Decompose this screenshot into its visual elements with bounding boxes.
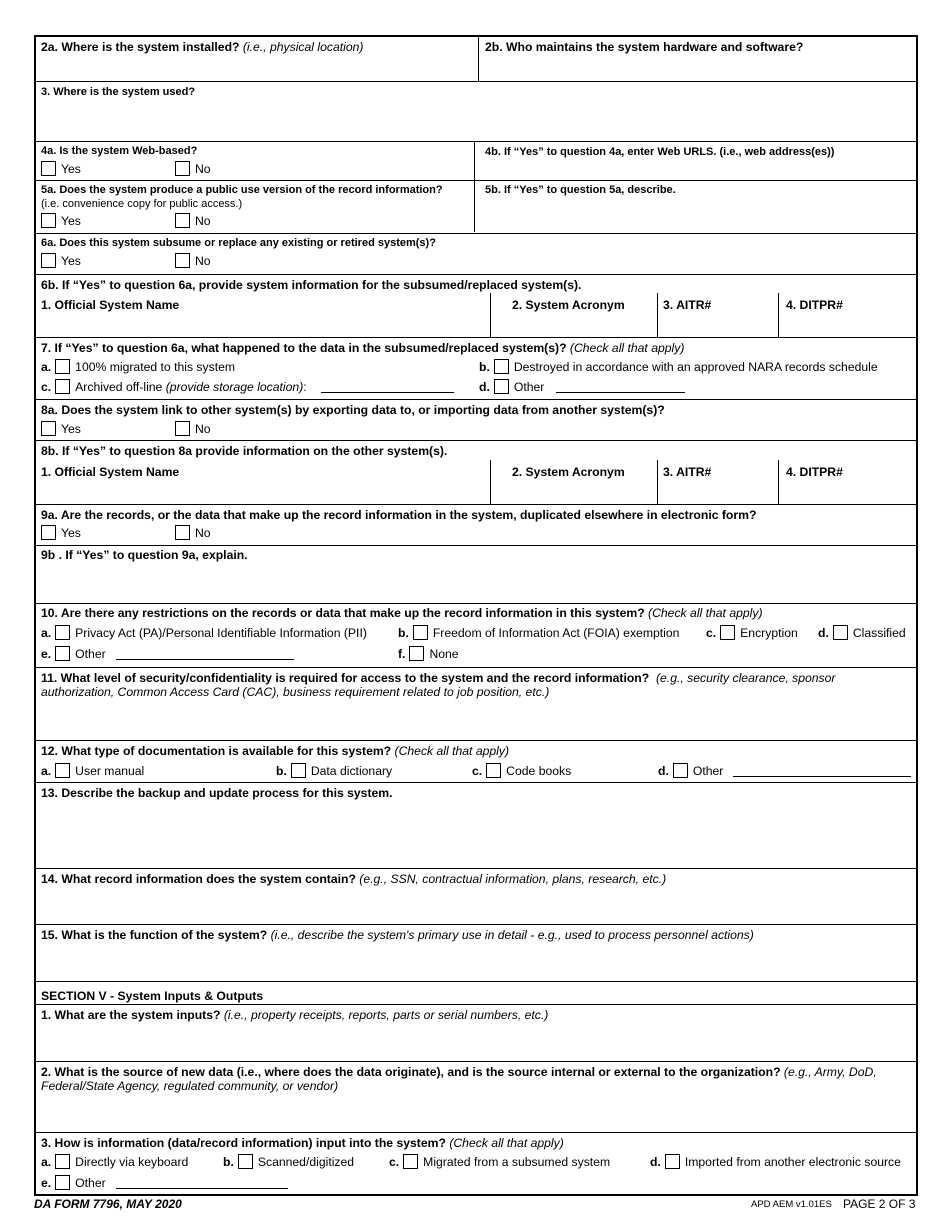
q10-b-checkbox[interactable] [413, 625, 428, 640]
q12-d-label: Other [692, 763, 724, 778]
q7-a-letter: a. [41, 359, 52, 374]
q7-option-c[interactable]: c. Archived off-line (provide storage location) : [41, 379, 454, 394]
row-15 [36, 924, 916, 981]
s5q3-e-checkbox[interactable] [55, 1175, 70, 1190]
row-8b [36, 440, 916, 504]
row-s5-1 [36, 1004, 916, 1061]
q12-b-label: Data dictionary [310, 763, 393, 778]
row-2 [36, 37, 916, 81]
q8b-table [36, 460, 916, 505]
q7-label: 7. If “Yes” to question 6a, what happened to the data in the subsumed/replaced system(s)? (Check all that apply) [41, 341, 685, 355]
q8a-yes-option[interactable] [41, 421, 81, 436]
q5a-label: 5a. Does the system produce a public use version of the record information? [41, 184, 443, 196]
s5q3-label: 3. How is information (data/record information) input into the system? (Check all that apply) [41, 1136, 564, 1150]
s5q3-option-b[interactable] [223, 1154, 354, 1169]
q7-c-storage-field[interactable] [321, 381, 454, 393]
row-10 [36, 603, 916, 667]
q7-option-a[interactable] [41, 359, 235, 374]
q6b-col-acronym: 2. System Acronym [512, 298, 625, 312]
q9a-no-checkbox[interactable] [175, 525, 190, 540]
s5q3-a-letter: a. [41, 1154, 52, 1169]
q4a-yes-option[interactable] [41, 161, 81, 176]
q14-label: 14. What record information does the system contain? (e.g., SSN, contractual information, plans, research, etc.) [41, 872, 667, 886]
q10-label: 10. Are there any restrictions on the records or data that make up the record information in this system? (Check all that apply) [41, 606, 763, 620]
q10-c-checkbox[interactable] [720, 625, 735, 640]
s5q3-option-c[interactable] [389, 1154, 610, 1169]
section-v-header [36, 981, 916, 1005]
q10-option-b[interactable] [398, 625, 679, 640]
row-s5-3 [36, 1132, 916, 1198]
q6b-col-aitr: 3. AITR# [663, 298, 712, 312]
q7-d-letter: d. [479, 379, 490, 394]
s5q3-e-label: Other [75, 1175, 106, 1190]
q10-f-checkbox[interactable] [409, 646, 424, 661]
q10-c-letter: c. [706, 625, 717, 640]
s5q3-d-label: Imported from another electronic source [684, 1154, 901, 1169]
section-v-title: SECTION V - System Inputs & Outputs [41, 989, 264, 1003]
q8a-no-label: No [195, 421, 211, 436]
q4a-yes-label: Yes [61, 161, 81, 176]
q4a-no-option[interactable] [175, 161, 211, 176]
q10-a-letter: a. [41, 625, 52, 640]
q10-e-letter: e. [41, 646, 52, 661]
row-s5-2 [36, 1061, 916, 1133]
q5a-note: (i.e. convenience copy for public access.) [41, 198, 243, 210]
q7-c-hint: (provide storage location) [165, 379, 304, 394]
q4a-no-label: No [195, 161, 211, 176]
q9a-no-option[interactable] [175, 525, 211, 540]
row-6a [36, 233, 916, 274]
q7-c-checkbox[interactable] [55, 379, 70, 394]
q6b-label: 6b. If “Yes” to question 6a, provide system information for the subsumed/replaced system(s). [41, 278, 582, 292]
form-version: APD AEM v1.01ES [751, 1199, 832, 1210]
s5q3-b-checkbox[interactable] [238, 1154, 253, 1169]
q10-c-label: Encryption [740, 625, 798, 640]
form-number: DA FORM 7796, MAY 2020 [34, 1197, 182, 1211]
s5q3-option-e[interactable] [41, 1175, 288, 1190]
q7-d-other-field[interactable] [556, 381, 685, 393]
q12-c-checkbox[interactable] [486, 763, 501, 778]
q6b-col-name: 1. Official System Name [41, 298, 180, 312]
q10-e-other-field[interactable] [116, 648, 294, 660]
s5q3-d-letter: d. [650, 1154, 661, 1169]
q9a-yes-checkbox[interactable] [41, 525, 56, 540]
row-3 [36, 81, 916, 145]
q10-e-label: Other [75, 646, 106, 661]
q9a-yes-label: Yes [61, 525, 81, 540]
q12-a-letter: a. [41, 763, 52, 778]
q12-b-letter: b. [276, 763, 287, 778]
row-9b [36, 545, 916, 603]
q12-d-letter: d. [658, 763, 669, 778]
q12-option-d[interactable] [658, 763, 911, 778]
row-13 [36, 782, 916, 868]
row-14 [36, 868, 916, 925]
s5q3-option-a[interactable] [41, 1154, 188, 1169]
q10-f-letter: f. [398, 646, 406, 661]
q5a-yes-label: Yes [61, 213, 81, 228]
row-4 [36, 141, 916, 180]
q3-label: 3. Where is the system used? [41, 86, 196, 98]
q12-option-b[interactable] [276, 763, 392, 778]
row-5 [36, 180, 916, 232]
s5q3-option-d[interactable] [650, 1154, 901, 1169]
row-11 [36, 667, 916, 741]
q2a-label: 2a. Where is the system installed? (i.e., physical location) [41, 40, 364, 54]
q10-d-letter: d. [818, 625, 829, 640]
q6a-no-option[interactable] [175, 253, 211, 268]
q6b-col-ditpr: 4. DITPR# [786, 298, 843, 312]
s5q3-c-label: Migrated from a subsumed system [423, 1154, 611, 1169]
q6a-yes-label: Yes [61, 253, 81, 268]
q7-d-checkbox[interactable] [494, 379, 509, 394]
q10-d-checkbox[interactable] [833, 625, 848, 640]
q7-b-checkbox[interactable] [494, 359, 509, 374]
q8b-col-ditpr: 4. DITPR# [786, 465, 843, 479]
q11-hint-2: authorization, Common Access Card (CAC), business requirement related to job position, etc.) [41, 685, 550, 699]
q9a-label: 9a. Are the records, or the data that make up the record information in the system, duplicated elsewhere in electronic form? [41, 508, 757, 522]
q5a-no-option[interactable] [175, 213, 211, 228]
q5a-no-label: No [195, 213, 211, 228]
q8b-col-name: 1. Official System Name [41, 465, 180, 479]
s5q3-c-letter: c. [389, 1154, 400, 1169]
q6a-no-checkbox[interactable] [175, 253, 190, 268]
q10-f-label: None [429, 646, 459, 661]
q12-d-checkbox[interactable] [673, 763, 688, 778]
q10-d-label: Classified [852, 625, 906, 640]
q8a-yes-checkbox[interactable] [41, 421, 56, 436]
row-9a [36, 504, 916, 545]
q10-option-d[interactable] [818, 625, 906, 640]
q10-option-f[interactable] [398, 646, 459, 661]
q10-a-checkbox[interactable] [55, 625, 70, 640]
q7-option-d[interactable] [479, 379, 685, 394]
q8a-no-option[interactable] [175, 421, 211, 436]
q6b-table [36, 293, 916, 338]
q7-option-b[interactable] [479, 359, 878, 374]
q6a-yes-option[interactable] [41, 253, 81, 268]
q9b-label: 9b . If “Yes” to question 9a, explain. [41, 548, 248, 562]
row-6b [36, 274, 916, 337]
q12-option-a[interactable] [41, 763, 144, 778]
q10-option-e[interactable] [41, 646, 294, 661]
q13-label: 13. Describe the backup and update process for this system. [41, 786, 393, 800]
q12-a-checkbox[interactable] [55, 763, 70, 778]
q11-label: 11. What level of security/confidentiality is required for access to the system and the record information? (e.g., security clearance, sponsor [41, 671, 836, 685]
q10-e-checkbox[interactable] [55, 646, 70, 661]
q8b-label: 8b. If “Yes” to question 8a provide information on the other system(s). [41, 444, 448, 458]
q6a-label: 6a. Does this system subsume or replace any existing or retired system(s)? [41, 237, 436, 249]
row-7 [36, 337, 916, 399]
s5q2-hint-2: Federal/State Agency, regulated community, or vendor) [41, 1079, 339, 1093]
s5q3-e-other-field[interactable] [116, 1177, 288, 1189]
s5q1-label: 1. What are the system inputs? (i.e., property receipts, reports, parts or serial numbers, etc.) [41, 1008, 549, 1022]
q12-d-other-field[interactable] [733, 765, 911, 777]
s5q3-b-letter: b. [223, 1154, 234, 1169]
page-number: PAGE 2 OF 3 [843, 1197, 916, 1211]
q10-option-c[interactable] [706, 625, 798, 640]
row-12 [36, 740, 916, 782]
q7-b-label: Destroyed in accordance with an approved NARA records schedule [513, 359, 878, 374]
q10-option-a[interactable] [41, 625, 367, 640]
s5q3-e-letter: e. [41, 1175, 52, 1190]
q4a-label: 4a. Is the system Web-based? [41, 145, 198, 157]
q12-c-letter: c. [472, 763, 483, 778]
q12-label: 12. What type of documentation is available for this system? (Check all that apply) [41, 744, 510, 758]
row-8a [36, 399, 916, 439]
q10-b-label: Freedom of Information Act (FOIA) exemption [432, 625, 680, 640]
q12-a-label: User manual [75, 763, 145, 778]
q9a-no-label: No [195, 525, 211, 540]
q6a-no-label: No [195, 253, 211, 268]
s5q3-c-checkbox[interactable] [403, 1154, 418, 1169]
q5b-label: 5b. If “Yes” to question 5a, describe. [485, 184, 676, 196]
q8a-yes-label: Yes [61, 421, 81, 436]
q8b-col-aitr: 3. AITR# [663, 465, 712, 479]
q5a-no-checkbox[interactable] [175, 213, 190, 228]
q5a-yes-option[interactable] [41, 213, 81, 228]
s5q3-a-label: Directly via keyboard [75, 1154, 189, 1169]
s5q3-d-checkbox[interactable] [665, 1154, 680, 1169]
q15-label: 15. What is the function of the system? (i.e., describe the system's primary use in detail - e.g., used to process personnel actions) [41, 928, 754, 942]
q8a-label: 8a. Does the system link to other system(s) by exporting data to, or importing data from another system(s)? [41, 403, 665, 417]
q2b-label: 2b. Who maintains the system hardware and software? [485, 40, 804, 54]
s5q3-b-label: Scanned/digitized [257, 1154, 355, 1169]
q5a-yes-checkbox[interactable] [41, 213, 56, 228]
q8a-no-checkbox[interactable] [175, 421, 190, 436]
q4b-label: 4b. If “Yes” to question 4a, enter Web URLS. (i.e., web address(es)) [485, 146, 835, 158]
q10-a-label: Privacy Act (PA)/Personal Identifiable Information (PII) [75, 625, 367, 640]
q8b-col-acronym: 2. System Acronym [512, 465, 625, 479]
form-page-2 [34, 35, 918, 1196]
q12-c-label: Code books [506, 763, 572, 778]
q7-a-label: 100% migrated to this system [75, 359, 236, 374]
q12-b-checkbox[interactable] [291, 763, 306, 778]
q6a-yes-checkbox[interactable] [41, 253, 56, 268]
q4a-yes-checkbox[interactable] [41, 161, 56, 176]
q7-d-label: Other [513, 379, 545, 394]
q9a-yes-option[interactable] [41, 525, 81, 540]
q7-a-checkbox[interactable] [55, 359, 70, 374]
s5q3-a-checkbox[interactable] [55, 1154, 70, 1169]
q7-b-letter: b. [479, 359, 490, 374]
q10-b-letter: b. [398, 625, 409, 640]
q4a-no-checkbox[interactable] [175, 161, 190, 176]
q7-c-letter: c. [41, 379, 52, 394]
s5q2-label: 2. What is the source of new data (i.e., where does the data originate), and is the source internal or external to the organization? (e.g., Army, DoD, [41, 1065, 877, 1079]
q12-option-c[interactable] [472, 763, 571, 778]
q7-c-label: Archived off-line [75, 379, 163, 394]
